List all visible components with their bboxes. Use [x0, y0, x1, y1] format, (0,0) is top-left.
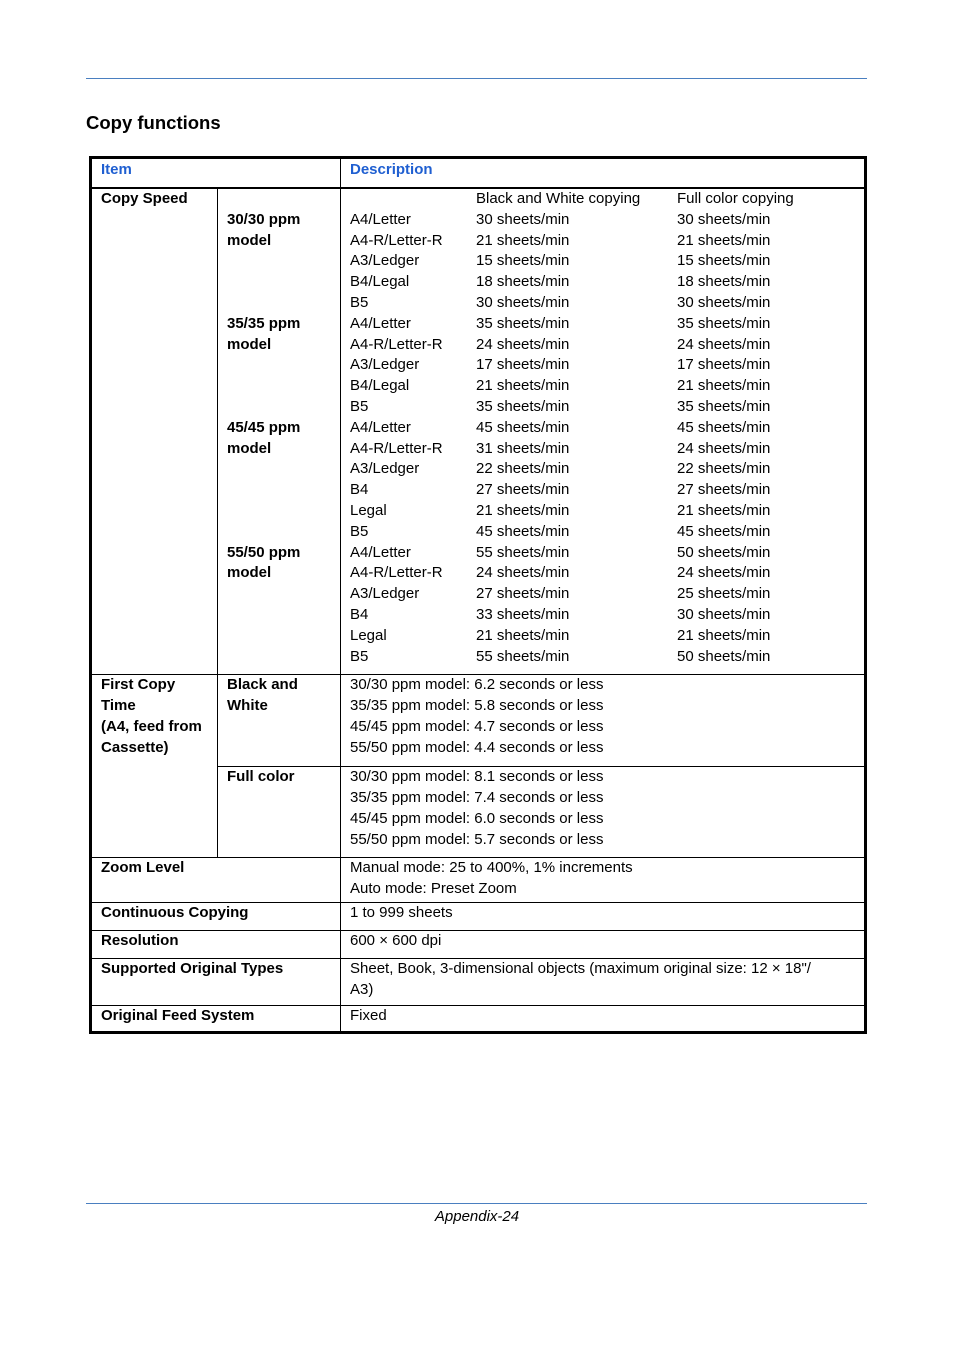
feed-system-row [91, 1006, 866, 1033]
speed-paper: A4-R/Letter-R [350, 564, 443, 582]
model-name-suffix: model [227, 231, 272, 249]
speed-bw: 18 sheets/min [476, 273, 570, 291]
speed-paper: Legal [350, 501, 387, 519]
first-copy-label-line: Time [101, 697, 136, 715]
speed-paper: B4/Legal [350, 273, 410, 291]
speed-paper: A4/Letter [350, 314, 411, 332]
model-filler [227, 605, 332, 626]
speed-color: 50 sheets/min [677, 647, 771, 665]
speed-color: 45 sheets/min [677, 418, 771, 436]
speed-bw: 21 sheets/min [476, 377, 570, 395]
speed-paper: B5 [350, 522, 369, 540]
first-copy-color-values [341, 767, 866, 858]
feed-system-label: Original Feed System [91, 1006, 341, 1033]
speed-color: 25 sheets/min [677, 585, 771, 603]
resolution-label: Resolution [91, 931, 341, 959]
speed-row [350, 459, 864, 480]
value-line: Manual mode: 25 to 400%, 1% increments [350, 859, 633, 877]
first-copy-label-line: (A4, feed from [101, 717, 202, 735]
speed-row [350, 501, 864, 522]
speed-color: 27 sheets/min [677, 481, 771, 499]
speed-bw: 24 sheets/min [476, 335, 570, 353]
models-bottom-pad [227, 667, 332, 674]
header-rule [86, 78, 867, 79]
model-filler [227, 626, 332, 647]
speed-bw: 35 sheets/min [476, 314, 570, 332]
feed-system-value: Fixed [341, 1006, 866, 1033]
copy-speed-label: Copy Speed [91, 188, 218, 675]
speed-color: 24 sheets/min [677, 564, 771, 582]
model-name: 45/45 ppm [227, 418, 301, 436]
speed-bw: 30 sheets/min [476, 293, 570, 311]
copy-speed-colheads [350, 189, 864, 210]
model-filler [227, 272, 332, 293]
models-spacer [227, 189, 332, 210]
copy-speed-description [341, 188, 866, 675]
speed-bw: 21 sheets/min [476, 231, 570, 249]
speed-paper: B4 [350, 605, 369, 623]
speed-row [350, 605, 864, 626]
speed-color: 15 sheets/min [677, 252, 771, 270]
first-copy-bw-values [341, 675, 866, 767]
speed-bw: 31 sheets/min [476, 439, 570, 457]
speed-paper: B5 [350, 647, 369, 665]
value-line: A3) [350, 981, 374, 999]
speed-color: 21 sheets/min [677, 231, 771, 249]
copy-functions-table [89, 156, 867, 1034]
speed-bw: 15 sheets/min [476, 252, 570, 270]
model-name: 55/50 ppm [227, 543, 301, 561]
value-line: Sheet, Book, 3-dimensional objects (maximum original size: 12 × 18"/ [350, 960, 811, 978]
model-filler [227, 376, 332, 397]
model-block [227, 543, 332, 668]
speed-color: 17 sheets/min [677, 356, 771, 374]
value-line: 35/35 ppm model: 7.4 seconds or less [350, 789, 604, 807]
speed-bw: 21 sheets/min [476, 501, 570, 519]
header-item: Item [91, 158, 341, 189]
col-color-label: Full color copying [677, 190, 794, 207]
original-types-value [341, 959, 866, 1006]
speed-bw: 45 sheets/min [476, 418, 570, 436]
value-line: 45/45 ppm model: 6.0 seconds or less [350, 809, 604, 827]
speed-row [350, 563, 864, 584]
speed-paper: A3/Ledger [350, 356, 420, 374]
speed-bw: 17 sheets/min [476, 356, 570, 374]
first-copy-label-line: First Copy [101, 676, 176, 694]
model-filler [227, 501, 332, 522]
model-block [227, 210, 332, 314]
speed-bw: 27 sheets/min [476, 481, 570, 499]
speed-paper: A3/Ledger [350, 460, 420, 478]
model-name-suffix: model [227, 439, 272, 457]
first-copy-bw-row [91, 675, 866, 767]
value-line: 30/30 ppm model: 8.1 seconds or less [350, 768, 604, 786]
speed-bw: 24 sheets/min [476, 564, 570, 582]
speed-color: 22 sheets/min [677, 460, 771, 478]
col-bw-label: Black and White copying [476, 190, 641, 207]
speed-color: 30 sheets/min [677, 210, 771, 228]
zoom-label: Zoom Level [91, 858, 341, 903]
copy-speed-models [218, 188, 341, 675]
speed-row [350, 272, 864, 293]
value-line: 35/35 ppm model: 5.8 seconds or less [350, 697, 604, 715]
speed-paper: A4-R/Letter-R [350, 231, 443, 249]
first-copy-label-line: Cassette) [101, 738, 169, 756]
speed-row [350, 626, 864, 647]
speed-bw: 33 sheets/min [476, 605, 570, 623]
copy-speed-row [91, 188, 866, 675]
section-heading: Copy functions [86, 112, 221, 133]
value-line: 55/50 ppm model: 5.7 seconds or less [350, 830, 604, 848]
zoom-row [91, 858, 866, 903]
model-filler [227, 397, 332, 418]
speed-paper: B4 [350, 481, 369, 499]
zoom-values [341, 858, 866, 903]
speed-paper: B4/Legal [350, 377, 410, 395]
continuous-row [91, 903, 866, 931]
speed-row [350, 522, 864, 543]
speed-paper: A4/Letter [350, 543, 411, 561]
speed-paper: A3/Ledger [350, 252, 420, 270]
speed-paper: A3/Ledger [350, 585, 420, 603]
resolution-row [91, 931, 866, 959]
original-types-row [91, 959, 866, 1006]
speed-bw: 45 sheets/min [476, 522, 570, 540]
first-copy-color-label: Full color [218, 767, 341, 858]
speed-row [350, 355, 864, 376]
speed-bw: 35 sheets/min [476, 397, 570, 415]
value-line: 30/30 ppm model: 6.2 seconds or less [350, 676, 604, 694]
speed-paper: A4-R/Letter-R [350, 439, 443, 457]
speed-color: 30 sheets/min [677, 293, 771, 311]
speed-bw: 55 sheets/min [476, 647, 570, 665]
continuous-label: Continuous Copying [91, 903, 341, 931]
model-name-suffix: model [227, 564, 272, 582]
speed-row [350, 376, 864, 397]
copy-speed-values [350, 189, 864, 667]
model-name-suffix: model [227, 335, 272, 353]
speed-paper: A4-R/Letter-R [350, 335, 443, 353]
model-filler [227, 293, 332, 314]
speed-color: 30 sheets/min [677, 605, 771, 623]
speed-row [350, 439, 864, 460]
model-filler [227, 584, 332, 605]
speed-row [350, 480, 864, 501]
footer-rule [86, 1203, 867, 1204]
speed-color: 35 sheets/min [677, 314, 771, 332]
speed-color: 35 sheets/min [677, 397, 771, 415]
model-block [227, 418, 332, 543]
speed-color: 18 sheets/min [677, 273, 771, 291]
speed-row [350, 210, 864, 231]
value-line: 45/45 ppm model: 4.7 seconds or less [350, 717, 604, 735]
speed-bw: 30 sheets/min [476, 210, 570, 228]
speed-color: 21 sheets/min [677, 626, 771, 644]
resolution-value: 600 × 600 dpi [341, 931, 866, 959]
speed-bw: 55 sheets/min [476, 543, 570, 561]
speed-bw: 22 sheets/min [476, 460, 570, 478]
table-header-row [91, 158, 866, 189]
original-types-label: Supported Original Types [91, 959, 341, 1006]
speed-row [350, 647, 864, 668]
speed-color: 21 sheets/min [677, 377, 771, 395]
first-copy-bw-label [218, 675, 341, 767]
first-copy-label [91, 675, 218, 858]
speed-paper: B5 [350, 397, 369, 415]
speed-row [350, 335, 864, 356]
speed-paper: A4/Letter [350, 418, 411, 436]
speed-row [350, 314, 864, 335]
speed-row [350, 293, 864, 314]
bw-label-line: White [227, 697, 268, 715]
header-description: Description [341, 158, 866, 189]
speed-color: 24 sheets/min [677, 439, 771, 457]
model-filler [227, 459, 332, 480]
speed-paper: Legal [350, 626, 387, 644]
speed-color: 45 sheets/min [677, 522, 771, 540]
model-filler [227, 647, 332, 668]
model-block [227, 314, 332, 418]
model-filler [227, 480, 332, 501]
speed-color: 21 sheets/min [677, 501, 771, 519]
speed-color: 24 sheets/min [677, 335, 771, 353]
model-filler [227, 251, 332, 272]
value-line: 55/50 ppm model: 4.4 seconds or less [350, 738, 604, 756]
continuous-value: 1 to 999 sheets [341, 903, 866, 931]
value-line: Auto mode: Preset Zoom [350, 880, 517, 898]
speed-bw: 21 sheets/min [476, 626, 570, 644]
speed-row [350, 543, 864, 564]
speed-row [350, 251, 864, 272]
speed-color: 50 sheets/min [677, 543, 771, 561]
model-name: 35/35 ppm [227, 314, 301, 332]
speed-bw: 27 sheets/min [476, 585, 570, 603]
speed-paper: A4/Letter [350, 210, 411, 228]
speed-paper: B5 [350, 293, 369, 311]
page-number: Appendix-24 [434, 1208, 520, 1225]
model-filler [227, 355, 332, 376]
model-filler [227, 522, 332, 543]
model-name: 30/30 ppm [227, 210, 301, 228]
speed-row [350, 231, 864, 252]
speed-row [350, 584, 864, 605]
speed-row [350, 418, 864, 439]
bw-label-line: Black and [227, 676, 298, 694]
speed-row [350, 397, 864, 418]
